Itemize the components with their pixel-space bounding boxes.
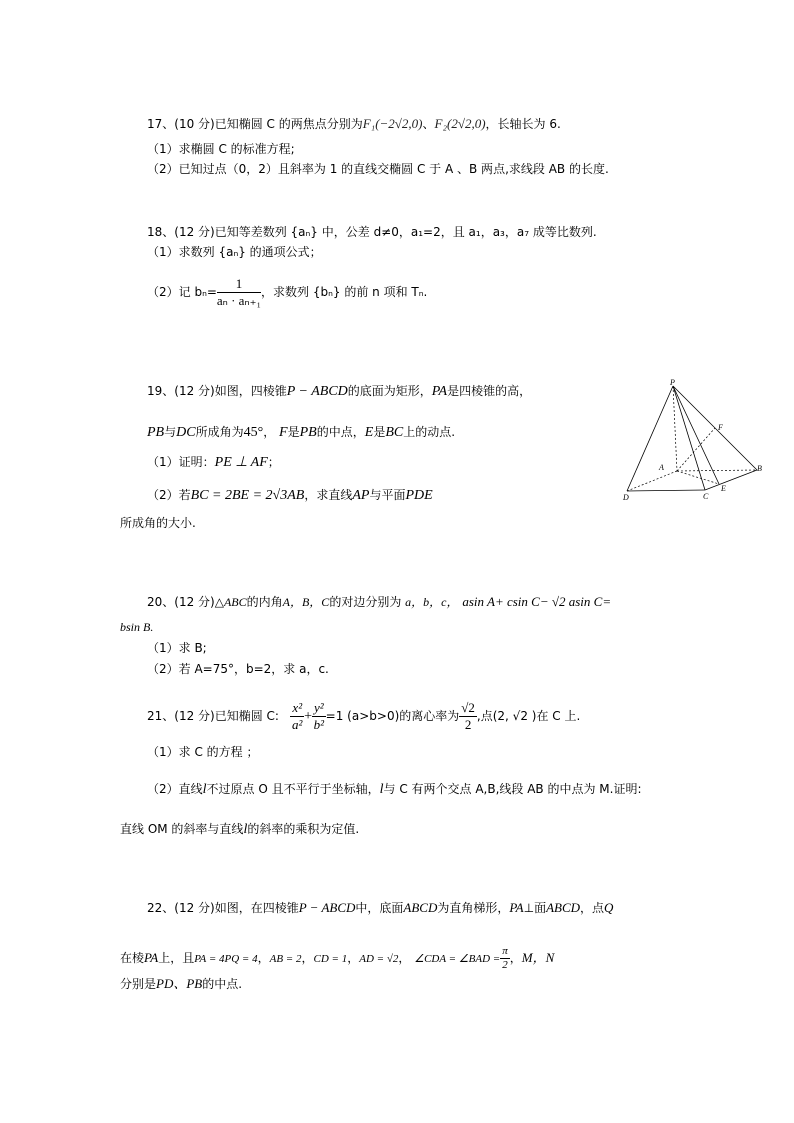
q21-num-x: x² [292, 700, 303, 715]
q19-t8: 是 [373, 425, 386, 439]
q19-m3: PB [147, 425, 165, 440]
q19-line1 [147, 381, 531, 402]
q17-tail: ，长轴长为 6. [485, 117, 561, 131]
q21-l3: l [243, 822, 248, 837]
q22-m2: ABCD [403, 900, 438, 915]
q21-cont-pre: 直线 OM 的斜率与直线 [120, 822, 244, 836]
label-p: P [670, 378, 675, 387]
q20-m2: A，B，C [282, 595, 330, 609]
q21-p2-mid: 不过原点 O 且不平行于坐标轴， [206, 782, 380, 796]
q17-focus1: F₁(−2√2,0) [362, 116, 423, 131]
q22-pi-den: 2 [502, 959, 508, 971]
q22-pi-num: π [502, 945, 508, 957]
label-c: C [703, 492, 709, 501]
q19-t4: 所成角为 [195, 425, 244, 439]
q22-l3-post: 的中点. [202, 977, 243, 991]
label-a: A [659, 463, 664, 472]
edge-ae [677, 471, 719, 484]
q21-line1 [147, 694, 580, 738]
q22-m9: CD = 1 [313, 953, 348, 965]
q20-line2 [120, 619, 153, 635]
q17-line1 [147, 116, 561, 132]
q20-part1: （1）求 B; [147, 641, 207, 655]
q19-m9: BC [385, 425, 404, 440]
q20-t2: 的对边分别为 [329, 595, 402, 609]
q21-part2 [147, 779, 642, 800]
q19-t9: 上的动点. [403, 425, 456, 439]
q21-l2: l [379, 782, 384, 797]
q17-focus2: F₂(2√2,0) [434, 116, 486, 131]
q18-line1: 18、(12 分)已知等差数列 {aₙ} 中，公差 d≠0，a₁=2，且 a₁，a₃，a₇ 成等比数列. [147, 225, 597, 239]
q17-intro: 17、(10 分)已知椭圆 C 的两焦点分别为 [147, 117, 363, 131]
q22-l2-t1: 上，且 [158, 951, 195, 965]
q21-den-a: a² [292, 717, 303, 732]
q22-m3: PA [509, 900, 524, 915]
q22-t4: ，点 [580, 901, 605, 915]
q17-part2: （2）已知过点（0，2）且斜率为 1 的直线交椭圆 C 于 A 、B 两点,求线段 AB 的长度. [147, 162, 609, 176]
edge-pd [627, 386, 673, 491]
q22-t1: 中，底面 [355, 901, 404, 915]
q22-l2-t4: ， [347, 951, 360, 965]
q22-t3: ⊥面 [523, 901, 547, 915]
q22-m8: AB = 2 [269, 953, 302, 965]
q22-frac-pi [500, 945, 510, 972]
q19-p1-math: PE ⊥ AF [214, 455, 268, 470]
q21-frac-y [312, 700, 326, 733]
label-e: E [721, 484, 726, 493]
q20-equation: asin A+ csin C− √2 asin C= [462, 594, 612, 609]
q22-l2-t2: ， [257, 951, 270, 965]
q21-frac-e [459, 700, 477, 733]
q18-fraction [217, 276, 261, 309]
q20-part2: （2）若 A=75°，b=2，求 a，c. [147, 662, 329, 676]
q21-l1: l [202, 782, 207, 797]
q21-t1: =1 (a>b>0)的离心率为 [325, 709, 460, 723]
q21-num-y: y² [314, 700, 324, 715]
q18-part2-pre: （2）记 bₙ= [147, 285, 217, 299]
q19-p1-post: ； [267, 455, 280, 469]
q22-l2-t6: ， [509, 951, 522, 965]
q22-m4: ABCD [546, 900, 581, 915]
q19-part1 [147, 452, 280, 473]
q19-t7: 的中点， [316, 425, 365, 439]
q19-m4: DC [176, 425, 196, 440]
q19-t1: 的底面为矩形， [347, 384, 432, 398]
q21-p2-pre: （2）直线 [147, 782, 203, 796]
q18-part2-post: ，求数列 {bₙ} 的前 n 项和 Tₙ. [261, 285, 428, 299]
q19-t3: 与 [164, 425, 177, 439]
q22-line2 [120, 938, 554, 978]
q20-intro: 20、(12 分)△ [147, 595, 224, 609]
q19-m2: PA [431, 384, 448, 399]
q21-part2-cont [120, 819, 359, 840]
q22-line1 [147, 898, 613, 918]
edge-cb [705, 470, 757, 490]
q21-plus: + [304, 709, 312, 724]
q22-m7: PA = 4PQ = 4 [194, 953, 258, 965]
q20-line1 [147, 592, 611, 612]
q19-line2 [147, 422, 455, 443]
q22-m1: P − ABCD [298, 900, 356, 915]
q22-m12: M，N [521, 950, 555, 965]
q21-e-den: 2 [464, 717, 472, 732]
q21-p2-post: 与 C 有两个交点 A,B,线段 AB 的中点为 M.证明: [383, 782, 642, 796]
pyramid-figure [615, 378, 775, 503]
q22-l2-t3: ， [301, 951, 314, 965]
q22-l2-pre: 在棱 [120, 951, 145, 965]
q19-m8: E [364, 425, 374, 440]
q22-line3 [120, 974, 242, 994]
label-b: B [757, 464, 762, 473]
q18-frac-num: 1 [217, 276, 261, 293]
q21-cont-post: 的斜率的乘积为定值. [247, 822, 360, 836]
edge-pe [673, 386, 719, 484]
q20-t1: 的内角 [246, 595, 283, 609]
q21-intro: 21、(12 分)已知椭圆 C: [147, 709, 279, 723]
q22-m5: Q [604, 900, 614, 915]
q21-t2: ,点(2, √2 )在 C 上. [476, 709, 581, 723]
q21-e-num: √2 [461, 700, 475, 715]
q17-sep: 、 [422, 117, 435, 131]
q19-m6: F [279, 425, 288, 440]
q22-m6: PA [144, 950, 159, 965]
q19-t6: 是 [287, 425, 300, 439]
label-d: D [623, 493, 629, 502]
q20-m1: ABC [223, 595, 247, 609]
q20-m3: a，b，c， [405, 595, 459, 609]
q19-m7: PB [299, 425, 317, 440]
q22-l3-pre: 分别是 [120, 977, 157, 991]
q20-cont: bsin B. [120, 620, 154, 634]
edge-dc [627, 490, 705, 491]
q19-part2 [147, 485, 433, 506]
edge-pa [673, 386, 677, 471]
q19-t5: ， [263, 425, 276, 439]
q19-m5: 45° [243, 425, 264, 440]
q22-l2-t5: ， [398, 951, 411, 965]
label-f: F [718, 423, 723, 432]
q19-p2-mid2: 与平面 [369, 488, 406, 502]
q19-p2-math: BC = 2BE = 2√3AB [190, 488, 305, 503]
q19-p2-pde: PDE [405, 488, 433, 503]
q22-intro: 22、(12 分)如图，在四棱锥 [147, 901, 299, 915]
edge-ab [677, 470, 757, 471]
q19-p2-mid: ，求直线 [304, 488, 353, 502]
q22-m11: ∠CDA = ∠BAD = [414, 953, 501, 965]
q22-m13: PD、PB [156, 976, 203, 991]
q19-p2-pre: （2）若 [147, 488, 191, 502]
q18-part1: （1）求数列 {aₙ} 的通项公式； [147, 245, 322, 259]
q19-t2: 是四棱锥的高， [447, 384, 532, 398]
q17-part1: （1）求椭圆 C 的标准方程; [147, 142, 295, 156]
q21-den-b: b² [313, 717, 325, 732]
q19-p2-ap: AP [352, 488, 370, 503]
q21-part1: （1）求 C 的方程 ； [147, 745, 259, 759]
q22-m10: AD = √2 [359, 953, 399, 965]
q18-part2 [147, 272, 427, 312]
q21-frac-x [290, 700, 304, 733]
q19-m1: P − ABCD [286, 384, 348, 399]
q22-t2: 为直角梯形， [437, 901, 510, 915]
q19-p1-pre: （1）证明： [147, 455, 215, 469]
q19-intro: 19、(12 分)如图，四棱锥 [147, 384, 287, 398]
q19-part2-cont: 所成角的大小. [120, 516, 196, 530]
q18-frac-den: aₙ · aₙ₊₁ [216, 293, 262, 308]
